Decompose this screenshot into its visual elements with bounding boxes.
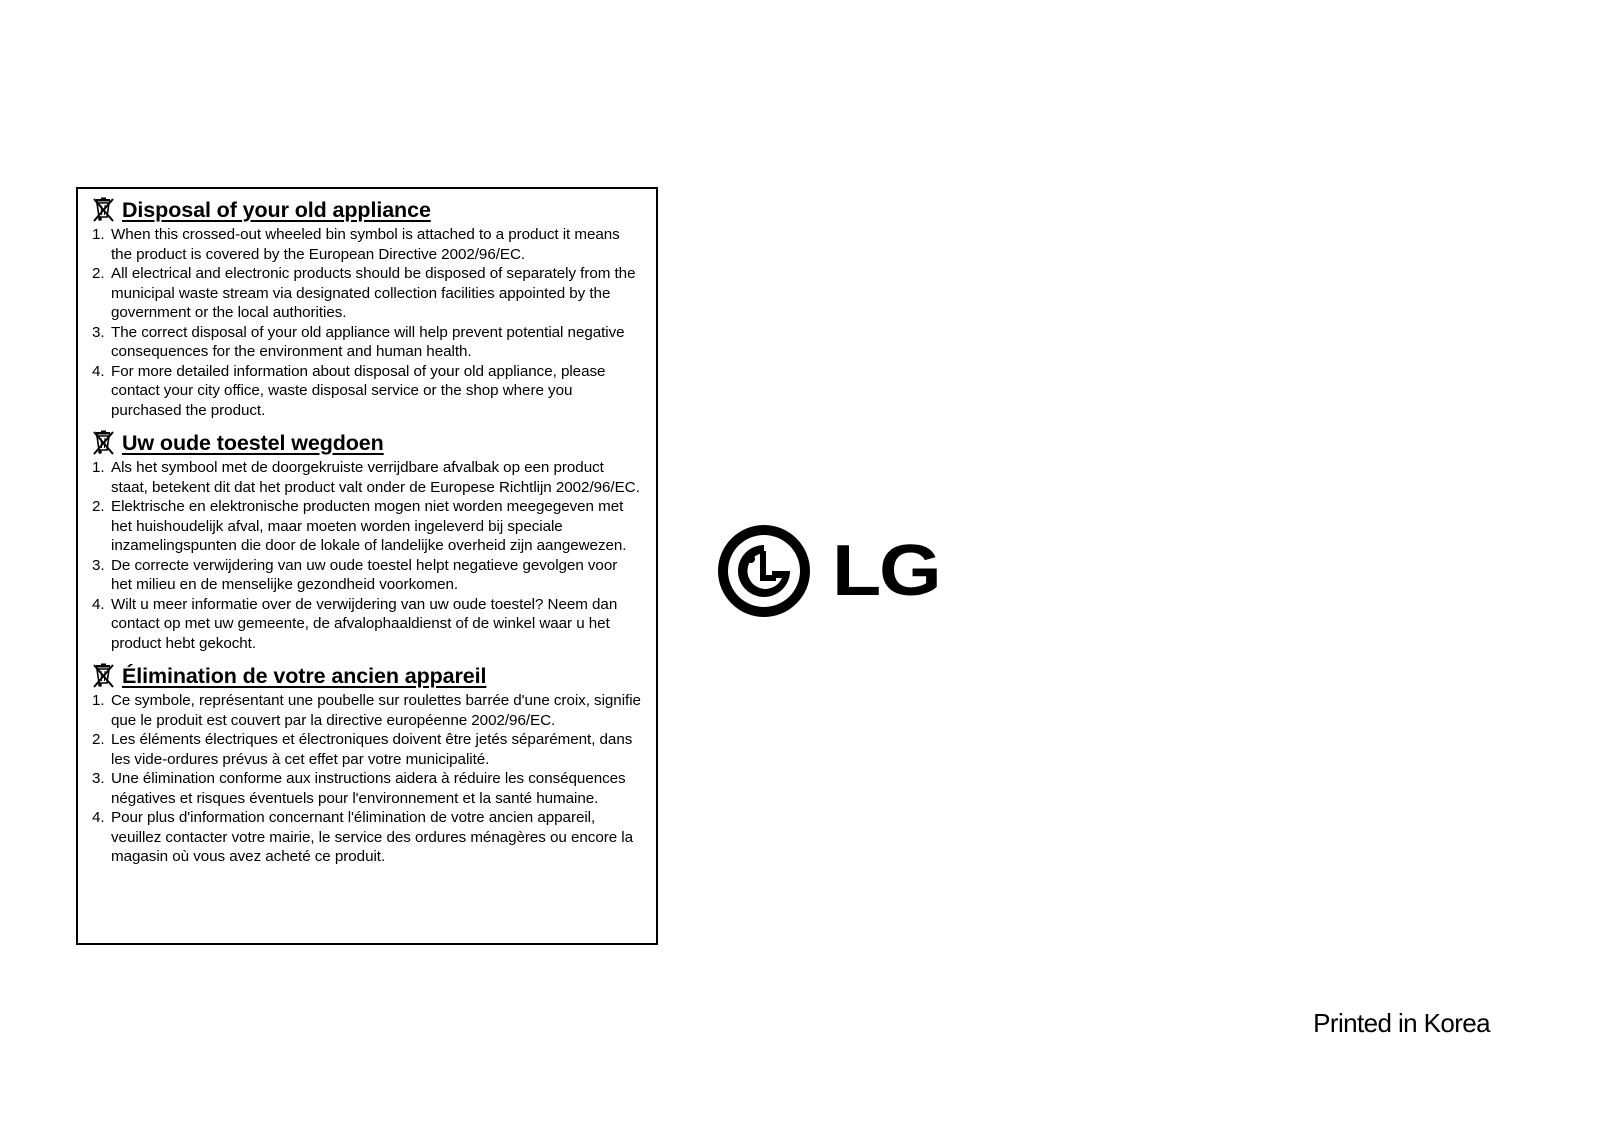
item-number: 1. (92, 459, 105, 476)
list-item (92, 362, 642, 421)
item-list (92, 458, 642, 653)
crossed-out-wheeled-bin-icon (92, 197, 116, 223)
item-text: Wilt u meer informatie over de verwijdering van uw oude toestel? Neem dan contact op met uw gemeente, de afvalophaaldienst of de winkel waar u het product hebt gekocht. (111, 595, 618, 652)
list-item (92, 323, 642, 362)
section-heading (92, 662, 642, 690)
printed-in-label: Printed in Korea (1313, 1008, 1490, 1038)
section-title: Disposal of your old appliance (122, 197, 431, 222)
section-title: Élimination de votre ancien appareil (122, 663, 487, 688)
disposal-notice-box (76, 187, 658, 945)
lg-logo (716, 523, 940, 619)
item-text: Les éléments électriques et électroniques doivent être jetés séparément, dans les vide-ordures prévus à cet effet par votre municipalité. (111, 731, 633, 768)
list-item (92, 595, 642, 654)
list-item (92, 691, 642, 730)
item-list (92, 691, 642, 867)
item-text: When this crossed-out wheeled bin symbol is attached to a product it means the product is covered by the European Directive 2002/96/EC. (111, 226, 620, 263)
item-list (92, 225, 642, 420)
list-item (92, 225, 642, 264)
item-number: 1. (92, 226, 105, 243)
item-number: 1. (92, 692, 105, 709)
item-text: The correct disposal of your old appliance will help prevent potential negative consequences for the environment and human health. (111, 323, 625, 360)
disposal-section-dutch (92, 429, 642, 653)
list-item (92, 458, 642, 497)
item-text: Als het symbool met de doorgekruiste verrijdbare afvalbak op een product staat, betekent dit dat het product valt onder de Europese Richtlijn 2002/96/EC. (111, 459, 640, 496)
list-item (92, 264, 642, 323)
list-item (92, 808, 642, 867)
item-text: Ce symbole, représentant une poubelle sur roulettes barrée d'une croix, signifie que le produit est couvert par la directive européenne 2002/96/EC. (111, 692, 641, 729)
item-text: All electrical and electronic products should be disposed of separately from the municipal waste stream via designated collection facilities appointed by the government or the local authorities. (111, 265, 636, 321)
crossed-out-wheeled-bin-icon (92, 430, 116, 456)
section-heading (92, 196, 642, 224)
list-item (92, 497, 642, 556)
list-item (92, 730, 642, 769)
item-number: 3. (92, 323, 105, 341)
item-number: 4. (92, 809, 105, 826)
item-number: 2. (92, 265, 105, 282)
section-heading (92, 429, 642, 457)
lg-logo-text: LG (832, 531, 940, 611)
item-number: 2. (92, 731, 105, 748)
list-item (92, 556, 642, 595)
item-text: For more detailed information about disposal of your old appliance, please contact your city office, waste disposal service or the shop where you purchased the product. (111, 362, 606, 419)
section-title: Uw oude toestel wegdoen (122, 430, 384, 455)
item-number: 3. (92, 770, 105, 787)
disposal-section-french (92, 662, 642, 867)
item-number: 3. (92, 556, 105, 574)
disposal-section-english (92, 196, 642, 420)
item-number: 4. (92, 595, 105, 613)
item-text: De correcte verwijdering van uw oude toestel helpt negatieve gevolgen voor het milieu en de menselijke gezondheid voorkomen. (111, 556, 618, 593)
item-number: 2. (92, 498, 105, 515)
list-item (92, 769, 642, 808)
item-number: 4. (92, 362, 105, 380)
item-text: Pour plus d'information concernant l'élimination de votre ancien appareil, veuillez contacter votre mairie, le service des ordures ménagères ou encore la magasin où vous avez acheté ce produit. (111, 809, 634, 865)
item-text: Elektrische en elektronische producten mogen niet worden meegegeven met het huishoudelijk afval, maar moeten worden ingeleverd bij speciale inzamelingspunten die door de lokale of landelijke overheid zijn aangewezen. (111, 498, 627, 554)
crossed-out-wheeled-bin-icon (92, 663, 116, 689)
item-text: Une élimination conforme aux instructions aidera à réduire les conséquences négatives et risques éventuels pour l'environnement et la santé humaine. (111, 770, 626, 807)
